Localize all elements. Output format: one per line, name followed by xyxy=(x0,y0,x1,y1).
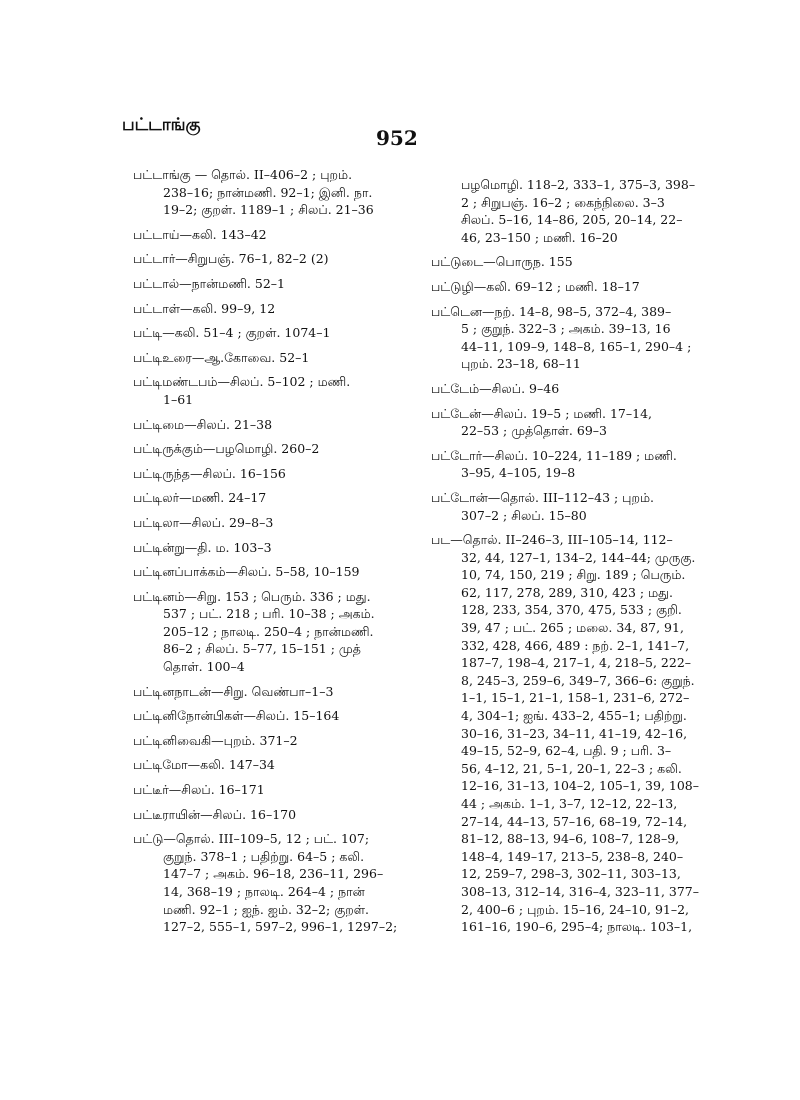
entry-continuation: புறம். 23–18, 68–11 xyxy=(461,356,581,372)
entry-headline: பட்டீர்—சிலப். 16–171 xyxy=(133,782,265,798)
entry-continuation: 86–2 ; சிலப். 5–77, 15–151 ; முத் xyxy=(163,641,361,657)
entry-continuation: 161–16, 190–6, 295–4; நாலடி. 103–1, xyxy=(461,919,693,935)
index-entry xyxy=(431,303,713,373)
entry-headline: பட்டார்—சிறுபஞ். 76–1, 82–2 (2) xyxy=(133,251,329,267)
entry-headline: பட்டேம்—சிலப். 9–46 xyxy=(431,380,560,396)
entry-continuation: 5 ; குறுந். 322–3 ; அகம். 39–13, 16 xyxy=(461,321,671,337)
entry-headline: பட்டி—கலி. 51–4 ; குறள். 1074–1 xyxy=(133,325,331,341)
entry-continuation: 238–16; நான்மணி. 92–1; இனி. நா. xyxy=(163,184,373,200)
entry-continuation: 2 ; சிறுபஞ். 16–2 ; கைந்நிலை. 3–3 xyxy=(461,194,665,210)
entry-continuation: 19–2; குறள். 1189–1 ; சிலப். 21–36 xyxy=(163,202,374,218)
entry-continuation: 308–13, 312–14, 316–4, 323–11, 377– xyxy=(461,883,700,899)
entry-continuation: 14, 368–19 ; நாலடி. 264–4 ; நான் xyxy=(163,884,365,899)
entry-continuation: சிலப். 5–16, 14–86, 205, 20–14, 22– xyxy=(461,212,683,228)
index-entry xyxy=(133,781,403,799)
entry-continuation: 307–2 ; சிலப். 15–80 xyxy=(461,507,587,523)
entry-headline: பட்டேன்—சிலப். 19–5 ; மணி. 17–14, xyxy=(431,405,653,421)
entry-headline: பட்டாள்—கலி. 99–9, 12 xyxy=(133,300,276,316)
entry-continuation: 32, 44, 127–1, 134–2, 144–44; முருகு. xyxy=(461,549,696,565)
right-column xyxy=(431,176,713,943)
index-entry xyxy=(133,250,403,268)
entry-headline: பட்டாங்கு — தொல். II–406–2 ; புறம். xyxy=(133,167,353,182)
entry-continuation: 12–16, 31–13, 104–2, 105–1, 39, 108– xyxy=(461,778,699,794)
entry-headline: பட்டாய்—கலி. 143–42 xyxy=(133,226,267,242)
entry-headline: பட்டினிநோன்பிகள்—சிலப். 15–164 xyxy=(133,708,340,724)
entry-continuation: 1–1, 15–1, 21–1, 158–1, 231–6, 272– xyxy=(461,690,690,706)
index-entry xyxy=(431,447,713,482)
entry-continuation: 128, 233, 354, 370, 475, 533 ; குறி. xyxy=(461,602,682,618)
entry-headline: பட்டோர்—சிலப். 10–224, 11–189 ; மணி. xyxy=(431,447,677,463)
index-entry xyxy=(133,732,403,750)
index-entry xyxy=(133,416,403,434)
entry-continuation: 56, 4–12, 21, 5–1, 20–1, 22–3 ; கலி. xyxy=(461,760,682,776)
entry-continuation: 10, 74, 150, 219 ; சிறு. 189 ; பெரும். xyxy=(461,567,686,583)
entry-continuation: 4, 304–1; ஐங். 433–2, 455–1; பதிற்று. xyxy=(461,708,687,724)
entry-continuation: 44–11, 109–9, 148–8, 165–1, 290–4 ; xyxy=(461,338,692,354)
entry-continuation: 127–2, 555–1, 597–2, 996–1, 1297–2; xyxy=(163,919,398,935)
index-entry xyxy=(133,373,403,408)
entry-continuation: 62, 117, 278, 289, 310, 423 ; மது. xyxy=(461,584,673,600)
entry-continuation: 49–15, 52–9, 62–4, பதி. 9 ; பரி. 3– xyxy=(461,743,672,759)
entry-headline: பட—தொல். II–246–3, III–105–14, 112– xyxy=(431,532,673,548)
index-entry xyxy=(133,539,403,557)
entry-continuation: 44 ; அகம். 1–1, 3–7, 12–12, 22–13, xyxy=(461,796,678,811)
entry-headline: பட்டினம்—சிறு. 153 ; பெரும். 336 ; மது. xyxy=(133,588,371,604)
entry-continuation: 187–7, 198–4, 217–1, 4, 218–5, 222– xyxy=(461,655,692,671)
index-entry xyxy=(431,489,713,524)
entry-continuation: 147–7 ; அகம். 96–18, 236–11, 296– xyxy=(163,866,384,882)
entry-continuation: 39, 47 ; பட். 265 ; மலை. 34, 87, 91, xyxy=(461,620,684,636)
entry-continuation: 3–95, 4–105, 19–8 xyxy=(461,465,576,481)
entry-continuation: 8, 245–3, 259–6, 349–7, 366–6: குறுந். xyxy=(461,672,695,688)
running-head: பட்டாங்கு xyxy=(122,115,201,135)
index-entry xyxy=(133,349,403,367)
entry-headline: பட்டென—நற். 14–8, 98–5, 372–4, 389– xyxy=(431,303,672,319)
index-entry xyxy=(431,253,713,271)
index-entry xyxy=(133,465,403,483)
entry-headline: பட்டோன்—தொல். III–112–43 ; புறம். xyxy=(431,489,655,505)
index-entry xyxy=(133,514,403,532)
entry-headline: பட்டிமண்டபம்—சிலப். 5–102 ; மணி. xyxy=(133,374,351,390)
entry-headline: பட்டு—தொல். III–109–5, 12 ; பட். 107; xyxy=(133,831,370,847)
index-entry xyxy=(133,683,403,701)
entry-continuation: 30–16, 31–23, 34–11, 41–19, 42–16, xyxy=(461,725,688,741)
entry-continuation: 27–14, 44–13, 57–16, 68–19, 72–14, xyxy=(461,813,688,829)
index-entry xyxy=(431,278,713,296)
index-entry xyxy=(431,405,713,440)
entry-headline: பட்டால்—நான்மணி. 52–1 xyxy=(133,275,285,291)
index-entry xyxy=(431,531,713,936)
entry-continuation: 1–61 xyxy=(163,391,194,407)
entry-continuation: 205–12 ; நாலடி. 250–4 ; நான்மணி. xyxy=(163,623,374,639)
entry-headline: பட்டுடை—பொருந. 155 xyxy=(431,254,573,270)
index-entry xyxy=(133,275,403,293)
entry-headline: பட்டிலர்—மணி. 24–17 xyxy=(133,490,267,506)
entry-continuation: 12, 259–7, 298–3, 302–11, 303–13, xyxy=(461,866,681,882)
index-entry xyxy=(133,489,403,507)
entry-headline: பட்டிஉரை—ஆ.கோவை. 52–1 xyxy=(133,349,310,365)
index-entry xyxy=(133,300,403,318)
index-entry xyxy=(133,830,403,936)
entry-continuation: தொள். 100–4 xyxy=(163,659,245,675)
entry-continuation: 148–4, 149–17, 213–5, 238–8, 240– xyxy=(461,848,684,864)
entry-continuation: மணி. 92–1 ; ஐந். ஐம். 32–2; குறள். xyxy=(163,901,369,917)
entry-headline: பட்டீராயின்—சிலப். 16–170 xyxy=(133,806,297,822)
entry-continuation: 332, 428, 466, 489 : நற். 2–1, 141–7, xyxy=(461,637,690,653)
index-entry xyxy=(133,324,403,342)
entry-continuation: குறுந். 378–1 ; பதிற்று. 64–5 ; கலி. xyxy=(163,848,365,864)
entry-continuation: 2, 400–6 ; புறம். 15–16, 24–10, 91–2, xyxy=(461,901,690,917)
index-entry xyxy=(133,226,403,244)
index-entry xyxy=(133,440,403,458)
index-entry xyxy=(133,756,403,774)
entry-continuation: 537 ; பட். 218 ; பரி. 10–38 ; அகம். xyxy=(163,606,375,622)
entry-headline: பட்டினிவைகி—புறம். 371–2 xyxy=(133,732,298,748)
index-entry xyxy=(133,166,403,219)
index-entry xyxy=(431,176,713,246)
index-entry xyxy=(431,380,713,398)
left-column xyxy=(133,166,403,943)
entry-continuation: 81–12, 88–13, 94–6, 108–7, 128–9, xyxy=(461,831,680,847)
page-number: 952 xyxy=(376,126,418,150)
entry-continuation: 46, 23–150 ; மணி. 16–20 xyxy=(461,229,618,245)
entry-headline: பட்டுழி—கலி. 69–12 ; மணி. 18–17 xyxy=(431,278,640,294)
index-entry xyxy=(133,806,403,824)
index-entry xyxy=(133,563,403,581)
entry-headline: பட்டிலா—சிலப். 29–8–3 xyxy=(133,514,274,530)
entry-headline: பட்டின்று—தி. ம. 103–3 xyxy=(133,539,272,555)
entry-headline: பட்டிருந்த—சிலப். 16–156 xyxy=(133,465,286,481)
entry-continuation: 22–53 ; முத்தொள். 69–3 xyxy=(461,423,607,439)
index-entry xyxy=(133,707,403,725)
entry-continuation: பழமொழி. 118–2, 333–1, 375–3, 398– xyxy=(461,177,696,192)
entry-headline: பட்டிமை—சிலப். 21–38 xyxy=(133,416,273,432)
entry-headline: பட்டிருக்கும்—பழமொழி. 260–2 xyxy=(133,441,320,457)
index-entry xyxy=(133,588,403,676)
entry-headline: பட்டிமோ—கலி. 147–34 xyxy=(133,757,275,773)
entry-headline: பட்டினநாடன்—சிறு. வெண்பா–1–3 xyxy=(133,683,334,699)
entry-headline: பட்டினப்பாக்கம்—சிலப். 5–58, 10–159 xyxy=(133,564,360,580)
